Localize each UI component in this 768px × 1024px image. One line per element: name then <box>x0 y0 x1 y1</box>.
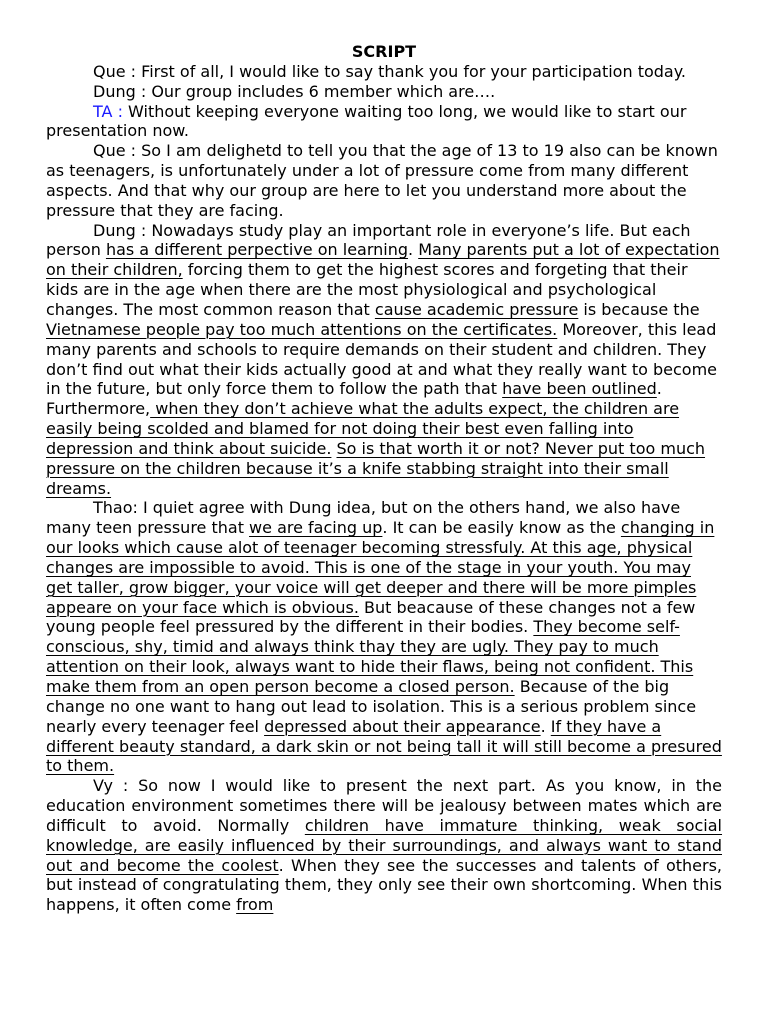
text-run: Because of the big change no one want to hang out lead to isolation. This is a serious problem since nearly every teenager feel <box>46 677 697 736</box>
speaker-label: Dung : <box>93 220 147 240</box>
paragraph-que-1 <box>46 62 722 82</box>
speaker-label: Que : <box>93 61 137 81</box>
underlined-text: Vietnamese people pay too much attentions on the certificates. <box>46 319 558 339</box>
text-run: is because the <box>578 299 700 319</box>
paragraph-text: Our group includes 6 member which are…. <box>146 81 496 101</box>
paragraph-ta <box>46 102 722 142</box>
document-page <box>46 42 722 915</box>
underlined-text: we are facing up <box>249 518 383 538</box>
text-run: So now I would like to present the next part. As you know, in the education environment sometimes there will be jealousy between mates which are difficult to avoid. Normally <box>46 776 723 835</box>
underlined-text: have been outlined <box>502 379 657 399</box>
paragraph-vy <box>46 776 722 915</box>
underlined-text: cause academic pressure <box>374 299 579 319</box>
underlined-text: So is that worth it or not? Never put too much pressure on the children because it’s a knife stabbing straight into their small dreams. <box>46 438 706 498</box>
speaker-label: Thao: <box>93 498 138 518</box>
text-run: forcing them to get the highest scores and forgeting that their kids are in the age when there are the most physiological and psychological changes. The most common reason that <box>46 260 688 319</box>
paragraph-text: First of all, I would like to say thank you for your participation today. <box>136 61 686 81</box>
speaker-label: Que : <box>93 141 137 161</box>
text-run: I quiet agree with Dung idea, but on the others hand, we also have many teen pressure that <box>46 498 681 538</box>
text-run: But beacause of these changes not a few young people feel pressured by the different in their bodies. <box>46 597 696 637</box>
underlined-text: from <box>236 895 274 915</box>
paragraph-text: So I am delighetd to tell you that the age of 13 to 19 also can be known as teenagers, is unfortunately under a lot of pressure come from many different aspects. And that why our group are here to let you understand more about the pressure that they are facing. <box>46 141 718 220</box>
underlined-text: They become self-conscious, shy, timid and always think thay they are ugly. They pay to much attention on their look, always want to hide their flaws, being not confident. This make them from an open person become a closed person. <box>46 617 694 696</box>
speaker-label: TA : <box>93 101 123 121</box>
paragraph-dung-2 <box>46 221 722 499</box>
page-title: SCRIPT <box>351 42 417 61</box>
underlined-text: has a different perpective on learning <box>105 240 409 260</box>
text-run: . It can be easily know as the <box>382 518 621 538</box>
speaker-label: Vy : <box>93 776 129 796</box>
underlined-text: changing in our looks which cause alot of teenager becoming stressfuly. At this age, physical changes are impossible to avoid. This is one of the stage in your youth. You may get taller, grow bigger, your voice will get deeper and there will be more pimples appeare on your face which is obvious. <box>46 518 715 617</box>
text-run: . <box>408 240 419 260</box>
text-run: . <box>540 716 551 736</box>
text-run: . When they see the successes and talents of others, but instead of congratulating them, they only see their own shortcoming. When this happens, it often come <box>46 855 722 915</box>
paragraph-que-2 <box>46 141 722 220</box>
underlined-text: children have immature thinking, weak social knowledge, are easily influenced by their surroundings, and always want to stand out and become the coolest <box>46 815 723 875</box>
text-run: . Furthermore, <box>46 379 662 419</box>
speaker-label: Dung : <box>93 81 147 101</box>
text-run: Nowadays study play an important role in everyone’s life. But each person <box>46 220 691 260</box>
paragraph-text: Without keeping everyone waiting too long, we would like to start our presentation now. <box>46 101 687 141</box>
paragraph-dung-1 <box>46 82 722 102</box>
underlined-text: Many parents put a lot of expectation on their children, <box>46 240 720 280</box>
paragraph-thao <box>46 498 722 776</box>
underlined-text: when they don’t achieve what the adults expect, the children are easily being scolded and blamed for not doing their best even falling into depression and think about suicide. <box>46 399 680 458</box>
underlined-text: If they have a different beauty standard, a dark skin or not being tall it will still become a presured to them. <box>46 716 722 776</box>
underlined-text: depressed about their appearance <box>264 716 541 736</box>
text-run: Moreover, this lead many parents and schools to require demands on their student and children. They don’t find out what their kids actually good at and what they really want to become in the future, but only force them to follow the path that <box>46 319 717 399</box>
